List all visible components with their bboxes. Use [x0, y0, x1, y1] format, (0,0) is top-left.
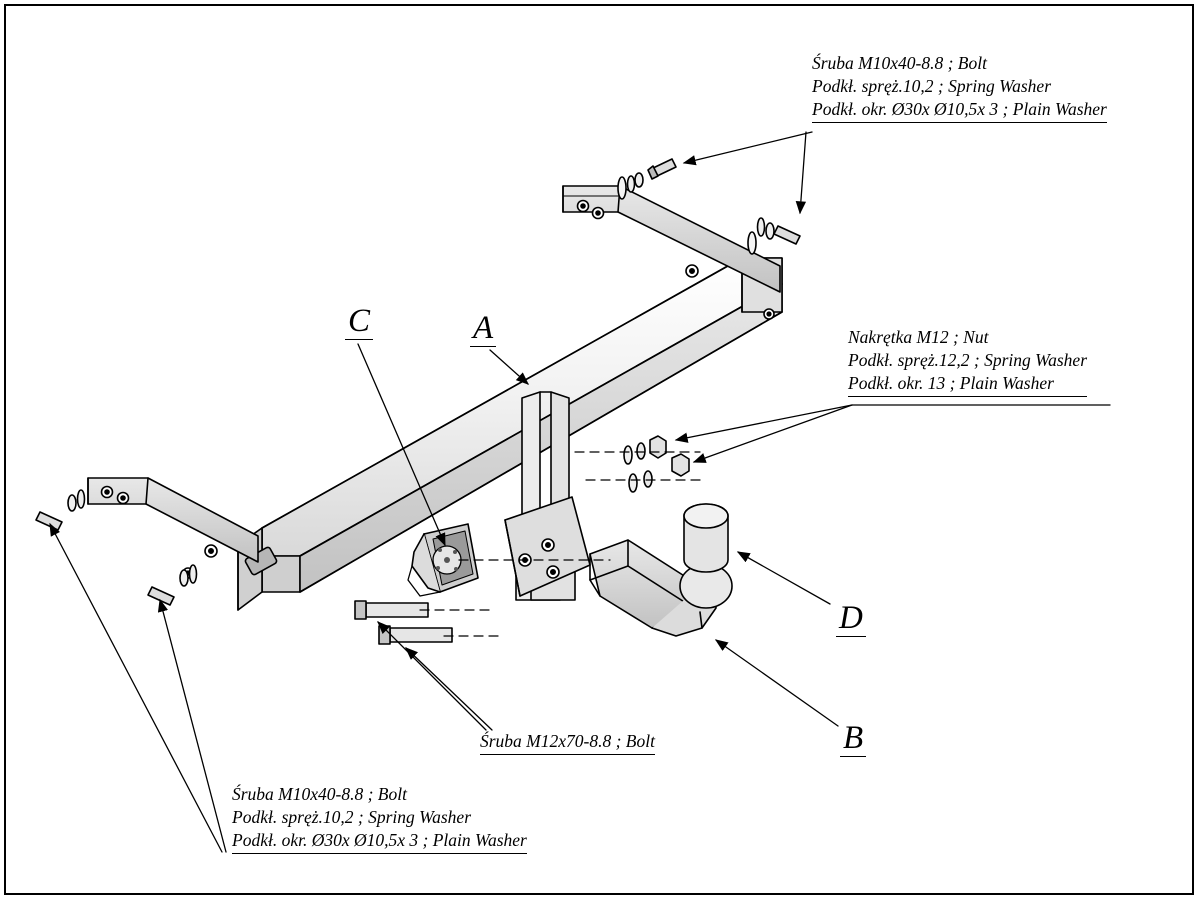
annotation-line: Nakrętka M12 ; Nut [848, 327, 989, 347]
callout-letter-c: C [345, 303, 373, 340]
annotation-line: Podkł. okr. Ø30x Ø10,5x 3 ; Plain Washer [812, 99, 1107, 119]
annotation-top-right-hardware [812, 52, 1107, 123]
annotation-bottom-left-hardware [232, 783, 527, 854]
annotation-line: Śruba M12x70-8.8 ; Bolt [480, 731, 655, 751]
callout-letter-b: B [840, 720, 866, 757]
annotation-center-bottom-bolt [480, 730, 655, 755]
annotation-right-nut-hardware [848, 326, 1087, 397]
tow-ball-arm [590, 504, 732, 636]
annotation-line: Śruba M10x40-8.8 ; Bolt [232, 784, 407, 804]
left-mounting-arm [88, 478, 258, 578]
annotation-line: Podkł. okr. 13 ; Plain Washer [848, 373, 1054, 393]
fastener-group-center-bolts [355, 601, 452, 644]
annotation-line: Podkł. spręż.10,2 ; Spring Washer [812, 76, 1052, 96]
callout-letter-a: A [470, 310, 496, 347]
fastener-group-right-nuts [624, 436, 689, 492]
annotation-line: Śruba M10x40-8.8 ; Bolt [812, 53, 987, 73]
callout-letter-d: D [836, 600, 866, 637]
annotation-line: Podkł. spręż.12,2 ; Spring Washer [848, 350, 1088, 370]
annotation-line: Podkł. spręż.10,2 ; Spring Washer [232, 807, 472, 827]
annotation-line: Podkł. okr. Ø30x Ø10,5x 3 ; Plain Washer [232, 830, 527, 850]
